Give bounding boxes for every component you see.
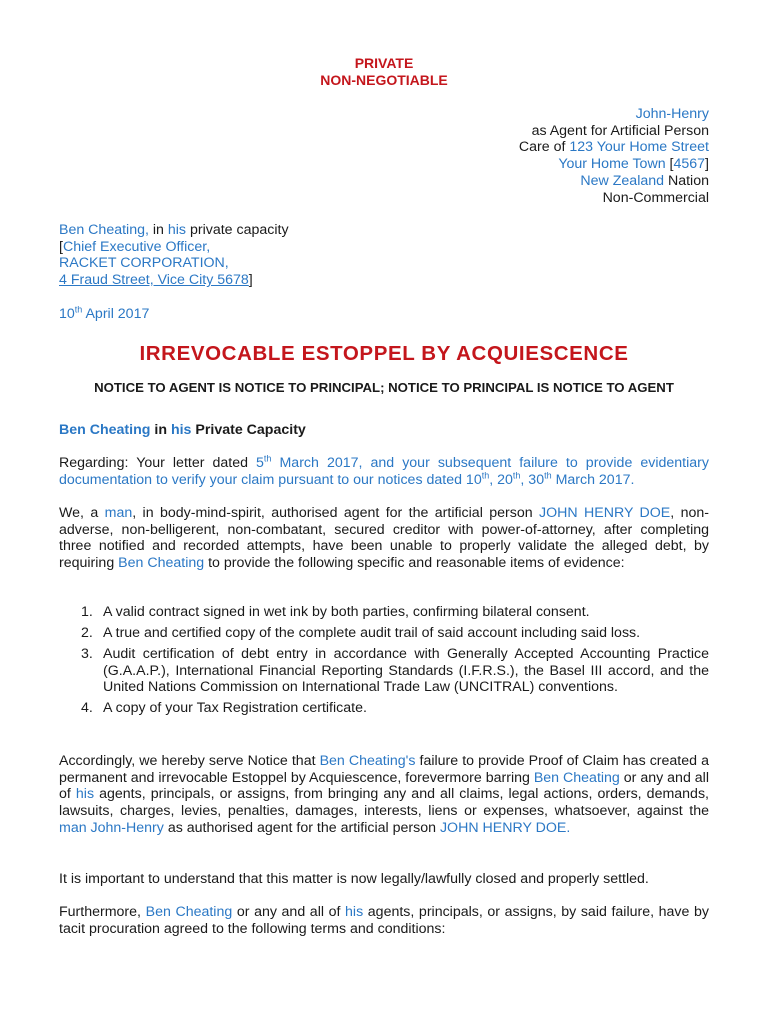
sender-country: New Zealand Nation (580, 172, 709, 189)
notice-statement: NOTICE TO AGENT IS NOTICE TO PRINCIPAL; NOTICE TO PRINCIPAL IS NOTICE TO AGENT (94, 380, 674, 395)
sender-block (519, 106, 709, 206)
sender-non-commercial: Non-Commercial (602, 189, 709, 206)
recipient-block (59, 222, 289, 289)
sender-name: John-Henry (635, 106, 709, 122)
regarding-paragraph: Regarding: Your letter dated 5th March 2017, and your subsequent failure to provide evidentiary documentation to verify your claim pursuant to our notices dated 10th, 20th, 30th March 2017. (59, 453, 709, 488)
sender-agent-line: as Agent for Artificial Person (531, 122, 709, 139)
accordingly-paragraph: Accordingly, we hereby serve Notice that Ben Cheating's failure to provide Proof of Claim has created a permanent and irrevocable Estoppel by Acquiescence, forevermore barring Ben Cheating or any and all of his agents, principals, or assigns, from bringing any and all claims, legal actions, orders, demands, lawsuits, charges, levies, penalties, damages, interests, liens or expenses, whatsoever, against the man John-Henry as authorised agent for the artificial person JOHN HENRY DOE. (59, 753, 709, 836)
list-item: 4. A copy of your Tax Registration certificate. (81, 700, 367, 717)
list-item: 2. A true and certified copy of the complete audit trail of said account including said loss. (81, 625, 641, 641)
important-paragraph: It is important to understand that this matter is now legally/lawfully closed and properly settled. (59, 871, 649, 887)
private-label: PRIVATE (354, 55, 414, 71)
recipient-company: RACKET CORPORATION, (59, 255, 229, 272)
list-item: 1. A valid contract signed in wet ink by both parties, confirming bilateral consent. (81, 604, 590, 620)
document-title: IRREVOCABLE ESTOPPEL BY ACQUIESCENCE (139, 342, 629, 365)
recipient-address-link[interactable]: 4 Fraud Street, Vice City 5678 (59, 272, 249, 289)
subject-line: Ben Cheating in his Private Capacity (59, 422, 306, 438)
recipient-name-line: Ben Cheating, in his private capacity (59, 222, 289, 238)
furthermore-paragraph: Furthermore, Ben Cheating or any and all of his agents, principals, or assigns, by said failure, have by tacit procuration agreed to the following terms and conditions: (59, 904, 709, 937)
recipient-role: [Chief Executive Officer, (59, 238, 211, 255)
recipient-address-line: 4 Fraud Street, Vice City 5678] (59, 272, 253, 289)
list-item: 3. Audit certification of debt entry in accordance with Generally Accepted Accounting Practice (G.A.A.P.), International Financial Reporting Standards (I.F.R.S.), the Basel III accord, and the United Nations Commission on International Trade Law (UNCITRAL) conventions. (81, 646, 709, 696)
non-negotiable-label: NON-NEGOTIABLE (320, 72, 448, 88)
letter-date: 10th April 2017 (59, 304, 150, 322)
sender-town: Your Home Town [4567] (558, 156, 709, 173)
sender-care-of: Care of 123 Your Home Street (518, 139, 709, 156)
we-paragraph: We, a man, in body-mind-spirit, authorised agent for the artificial person JOHN HENRY DOE, non-adverse, non-belligerent, non-combatant, secured creditor with power-of-attorney, after completing three notified and recorded attempts, have been unable to properly validate the alleged debt, by requiring Ben Cheating to provide the following specific and reasonable items of evidence: (59, 505, 709, 572)
evidence-list (59, 604, 709, 721)
